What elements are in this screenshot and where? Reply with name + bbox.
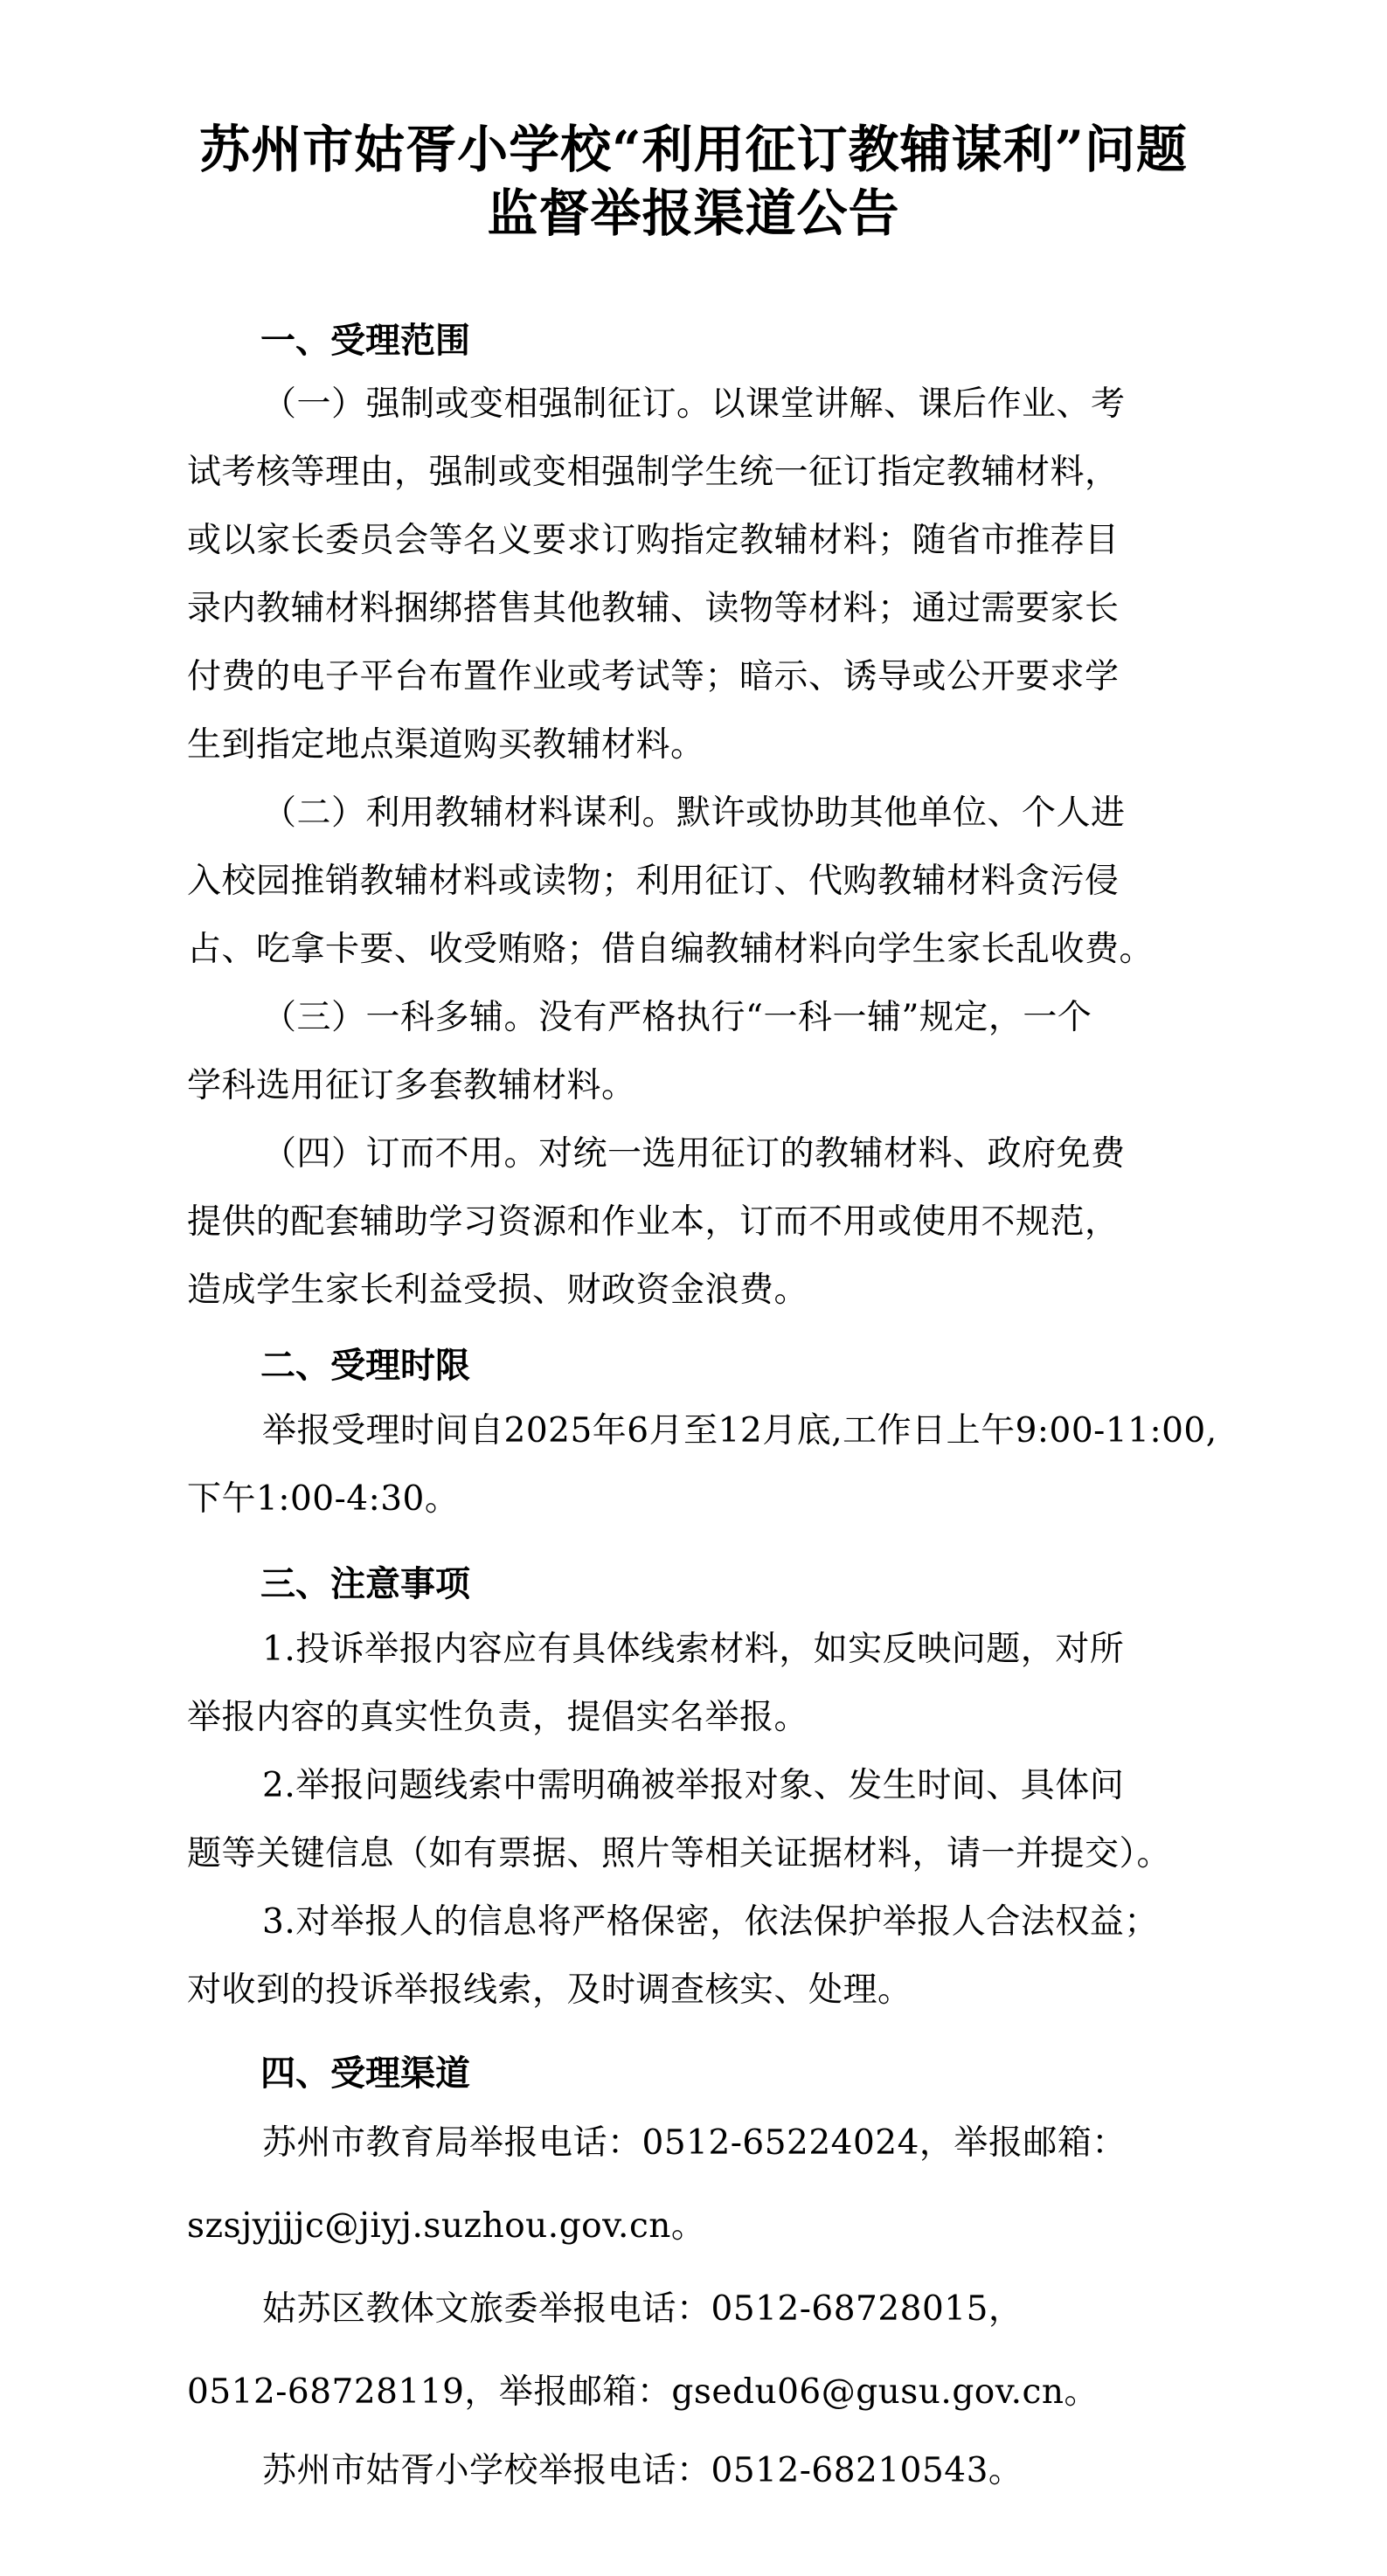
paragraph-line: 2.举报问题线索中需明确被举报对象、发生时间、具体问 (262, 1766, 1125, 1805)
paragraph-line: 3.对举报人的信息将严格保密，依法保护举报人合法权益； (262, 1902, 1159, 1942)
paragraph-line: 试考核等理由，强制或变相强制学生统一征订指定教辅材料， (187, 453, 1120, 492)
paragraph-line: 1.投诉举报内容应有具体线索材料，如实反映问题，对所 (262, 1630, 1125, 1669)
paragraph-line: 付费的电子平台布置作业或考试等；暗示、诱导或公开要求学 (187, 657, 1120, 696)
paragraph-line: 下午1:00-4:30。 (187, 1479, 460, 1519)
paragraph-line: 或以家长委员会等名义要求订购指定教辅材料；随省市推荐目 (187, 521, 1120, 560)
paragraph-line: 举报内容的真实性负责，提倡实名举报。 (187, 1698, 809, 1737)
paragraph-line: 入校园推销教辅材料或读物；利用征订、代购教辅材料贪污侵 (187, 862, 1120, 901)
paragraph-line: 苏州市姑胥小学校举报电话：0512-68210543。 (262, 2451, 1023, 2490)
paragraph-line: （一）强制或变相强制征订。以课堂讲解、课后作业、考 (262, 384, 1126, 424)
paragraph-line: 占、吃拿卡要、收受贿赂；借自编教辅材料向学生家长乱收费。 (187, 930, 1155, 969)
paragraph-line: 0512-68728119，举报邮箱：gsedu06@gusu.gov.cn。 (187, 2372, 1099, 2412)
document-title-line-1: 苏州市姑胥小学校“利用征订教辅谋利”问题 (199, 120, 1188, 179)
paragraph-line: 苏州市教育局举报电话：0512-65224024，举报邮箱： (262, 2123, 1127, 2163)
document-title-line-2: 监督举报渠道公告 (487, 184, 900, 243)
paragraph-line: 提供的配套辅助学习资源和作业本，订而不用或使用不规范， (187, 1202, 1120, 1242)
paragraph-line: 题等关键信息（如有票据、照片等相关证据材料，请一并提交）。 (187, 1834, 1172, 1873)
section-heading-time-limit: 二、受理时限 (260, 1346, 470, 1386)
section-heading-channels: 四、受理渠道 (260, 2053, 470, 2094)
paragraph-line: （三）一科多辅。没有严格执行“一科一辅”规定，一个 (262, 998, 1092, 1037)
paragraph-line: （二）利用教辅材料谋利。默许或协助其他单位、个人进 (262, 793, 1126, 833)
section-heading-notes: 三、注意事项 (260, 1564, 470, 1604)
paragraph-line: （四）订而不用。对统一选用征订的教辅材料、政府免费 (262, 1134, 1126, 1174)
paragraph-line: 录内教辅材料捆绑搭售其他教辅、读物等材料；通过需要家长 (187, 589, 1120, 628)
paragraph-line: szsjyjjjc@jiyj.suzhou.gov.cn。 (187, 2206, 706, 2246)
paragraph-line: 学科选用征订多套教辅材料。 (187, 1066, 636, 1105)
section-heading-scope: 一、受理范围 (260, 321, 470, 361)
paragraph-line: 对收到的投诉举报线索，及时调查核实、处理。 (187, 1970, 912, 2010)
paragraph-line: 造成学生家长利益受损、财政资金浪费。 (187, 1271, 809, 1310)
paragraph-line: 生到指定地点渠道购买教辅材料。 (187, 725, 705, 765)
paragraph-line: 举报受理时间自2025年6月至12月底,工作日上午9:00-11:00, (262, 1411, 1217, 1451)
paragraph-line: 姑苏区教体文旅委举报电话：0512-68728015， (262, 2289, 1023, 2329)
